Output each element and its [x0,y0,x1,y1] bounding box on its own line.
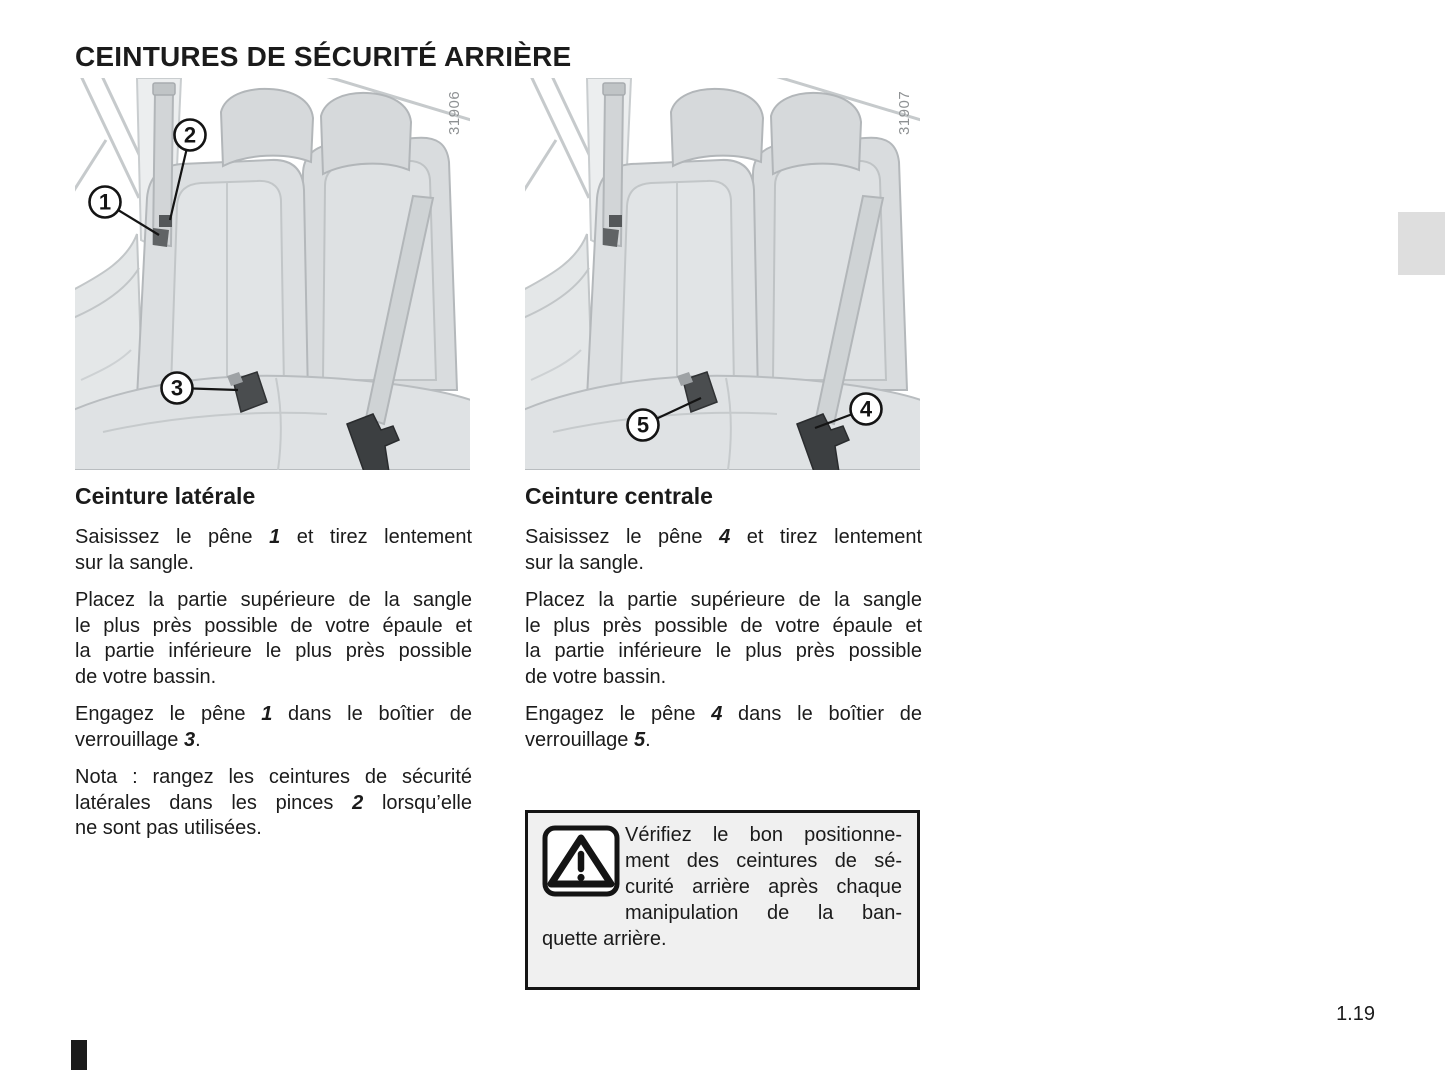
figure-rear-seat-center-belt [525,78,920,470]
warning-text-line: curité arrière après chaque [625,876,902,898]
callout-reference-number: 1 [269,526,281,548]
callout-number: 5 [636,412,650,438]
print-corner-mark [71,1040,87,1070]
text-line: verrouillage 5. [525,728,651,751]
callout-number: 1 [98,189,112,215]
body-paragraph [75,525,472,576]
callout-reference-number: 3 [183,728,196,751]
body-paragraph [75,588,472,690]
figure-id: 31906 [446,90,463,135]
warning-text-line: Vérifiez le bon positionne- [625,824,902,846]
rear-seat-illustration [75,78,470,470]
text-line: sur la sangle. [525,551,644,574]
body-paragraph [75,702,472,753]
warning-text-line: ment des ceintures de sé- [625,850,902,872]
text-line: Engagez le pêne 1 dans le boîtier de [75,703,473,725]
text-line: de votre bassin. [525,665,667,688]
callout-reference-number: 5 [633,728,646,751]
page-title: CEINTURES DE SÉCURITÉ ARRIÈRE [75,40,572,72]
text-line: la partie inférieure le plus près possible [525,640,922,662]
warning-box [525,810,920,990]
text-line: le plus près possible de votre épaule et [75,614,472,637]
warning-text-line: quette arrière. [542,928,667,950]
text-line: de votre bassin. [75,665,217,688]
section-heading: Ceinture centrale [525,483,713,509]
text-line: ne sont pas utilisées. [75,817,262,839]
body-paragraph [525,525,922,576]
text-line: Saisissez le pêne 1 et tirez lentement [75,526,473,548]
body-paragraph [75,765,472,842]
callout-number: 2 [183,122,197,148]
callout-number: 4 [859,396,873,422]
text-line: la partie inférieure le plus près possible [75,640,472,662]
figure-id: 31907 [896,90,913,135]
text-line: latérales dans les pinces 2 lorsqu’elle [75,791,472,814]
callout-reference-number: 2 [352,791,364,814]
body-paragraph [525,702,922,753]
callout-reference-number: 4 [711,703,723,725]
text-line: Saisissez le pêne 4 et tirez lentement [525,526,923,548]
warning-text-line: manipulation de la ban- [625,902,902,924]
callout-number: 3 [170,375,184,401]
text-line: verrouillage 3. [75,728,201,751]
text-line: Placez la partie supérieure de la sangle [75,589,472,611]
text-line: Placez la partie supérieure de la sangle [525,589,922,611]
body-paragraph [525,588,922,690]
text-line: Nota : rangez les ceintures de sécurité [75,766,472,788]
callout-reference-number: 4 [719,526,731,548]
section-ceinture-centrale [525,483,922,765]
text-line: Engagez le pêne 4 dans le boîtier de [525,703,923,725]
section-ceinture-laterale [75,483,472,854]
figure-rear-seat-side-belt [75,78,470,470]
callout-reference-number: 1 [261,703,273,725]
text-line: le plus près possible de votre épaule et [525,614,922,637]
section-tab-marker [1398,212,1445,275]
section-heading: Ceinture latérale [75,483,256,509]
page-number: 1.19 [1336,1003,1375,1025]
warning-text [528,822,917,952]
text-line: sur la sangle. [75,551,194,574]
